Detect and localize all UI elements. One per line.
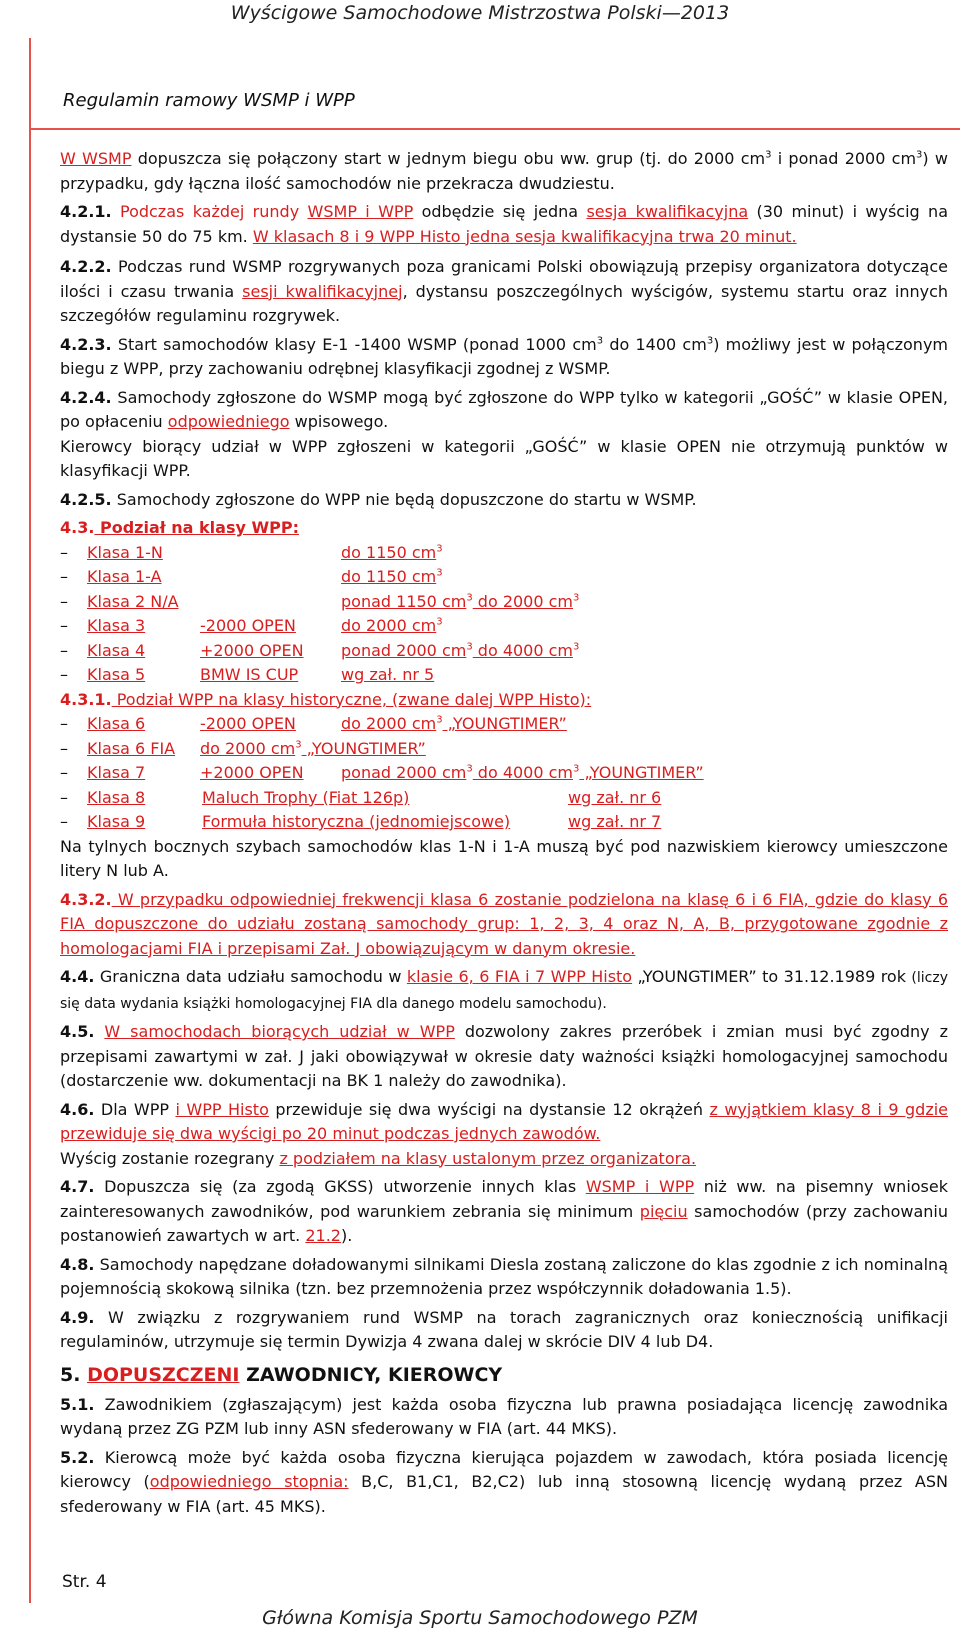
paragraph-4-4: 4.4. Graniczna data udziału samochodu w klasie 6, 6 FIA i 7 WPP Histo „YOUNGTIMER” to 31.12.1989 rok (liczy się data wydania książki homologacyjnej FIA dla danego modelu samochodu). [60,967,948,1012]
class-row: – Klasa 7 +2000 OPEN ponad 2000 $cm^3$ do 4000 $cm^3$ „YOUNGTIMER” [60,763,704,782]
section-4-3-heading: 4.3. Podział na klasy WPP: [60,518,299,537]
paragraph-4-8: 4.8. Samochody napędzane doładowanymi silnikami Diesla zostaną zaliczone do klas zgodnie z ich nominalną pojemnością skokową silnika (tzn. bez przemnożenia przez współczynnik doładowania 1.5). [60,1254,948,1298]
paragraph-4-7: 4.7. Dopuszcza się (za zgodą GKSS) utworzenie innych klas WSMP i WPP niż ww. na pisemny wniosek zainteresowanych zawodników, pod warunkiem zebrania się minimum pięciu samochodów (przy zachowaniu postanowień zawartych w art. 21.2). [60,1177,949,1245]
paragraph-4-9: 4.9. W związku z rozgrywaniem rund WSMP na torach zagranicznych oraz koniecznością unifikacji regulaminów, utrzymuje się termin Dywizja 4 zwana dalej w skrócie DIV 4 lub D4. [60,1307,948,1351]
paragraph-4-6: 4.6. Dla WPP i WPP Histo przewiduje się dwa wyścigi na dystansie 12 okrążeń z wyjątkiem klasy 8 i 9 gdzie przewiduje się dwa wyścigi po 20 minut podczas jednych zawodów. Wyścig zostanie rozegrany z podziałem na klasy ustalonym przez organizatora. [60,1099,949,1168]
margin-rule [29,38,31,1603]
histo-class-list [60,712,948,835]
class-row: – Klasa 2 N/A ponad 1150 $cm^3$ do 2000 $cm^3$ [60,591,580,611]
class-row: – Klasa 9 Formuła historyczna (jednomiejscowe) wg zał. nr 7 [60,812,662,831]
section-number: 4.2.1. [60,202,112,221]
paragraph-4-2-5: 4.2.5. Samochody zgłoszone do WPP nie będą dopuszczone do startu w WSMP. [60,489,697,509]
link-histo-session[interactable]: W klasach 8 i 9 WPP Histo jedna sesja kwalifikacyjna trwa 20 minut. [252,226,797,246]
class-row: – Klasa 4 +2000 OPEN ponad 2000 $cm^3$ do 4000 $cm^3$ [60,640,580,660]
class-row: – Klasa 8 Maluch Trophy (Fiat 126p) wg zał. nr 6 [60,787,662,807]
paragraph-4-2-2: 4.2.2. Podczas rund WSMP rozgrywanych poza granicami Polski obowiązują przepisy organizatora dotyczące ilości i czasu trwania sesji kwalifikacyjnej, dystansu poszczególnych wyścigów, systemu startu oraz innych szczegółów regulaminu rozgrywek. [60,257,949,325]
paragraph-4-2-3: 4.2.3. Start samochodów klasy E-1 -1400 WSMP (ponad 1000 $cm^3$ do 1400 $cm^3$) możliwy jest w połączonym biegu z WPP, przy zachowaniu odrębnej klasyfikacji zgodnej z WSMP. [60,334,949,378]
section-4-3-1-heading: 4.3.1. Podział WPP na klasy historyczne, (zwane dalej WPP Histo): [60,689,592,709]
link-sesji-kwalifikacyjnej[interactable]: sesji kwalifikacyjnej [242,281,403,301]
paragraph-combined-start: W WSMP dopuszcza się połączony start w jednym biegu obu ww. grup (tj. do 2000 $cm^3$ i ponad 2000 $cm^3$) w przypadku, gdy łączna ilość samochodów nie przekracza dwudziestu. [60,149,948,193]
class-list [60,541,948,688]
document-header: Wyścigowe Samochodowe Mistrzostwa Polski—2013 [230,2,730,24]
class-row: – Klasa 1-N do 1150 $cm^3$ [60,542,443,562]
document-footer: Główna Komisja Sportu Samochodowego PZM [262,1607,698,1629]
header-rule [31,128,960,130]
paragraph-5-2: 5.2. Kierowcą może być każda osoba fizyczna kierująca pojazdem w zawodach, która posiada licencję kierowcy (odpowiedniego stopnia: B,C, B1,C1, B2,C2) lub inną stosowną licencję wydaną przez ASN sfederowany w FIA (art. 45 MKS). [60,1447,949,1516]
paragraph-4-3-2: 4.3.2. W przypadku odpowiedniej frekwencji klasa 6 zostanie podzielona na klasę 6 i 6 FIA, gdzie do klasy 6 FIA dopuszczone do udziału zostaną samochody grup: 1, 2, 3, 4 oraz N, A, B, przygotowane zgodnie z homologacjami FIA i przepisami Zał. J obowiązującym w danym okresie. [60,889,948,958]
paragraph-4-2-4: 4.2.4. Samochody zgłoszone do WSMP mogą być zgłoszone do WPP tylko w kategorii „GOŚĆ” w klasie OPEN, po opłaceniu odpowiedniego wpisowego. Kierowcy biorący udział w WPP zgłoszeni w kategorii „GOŚĆ” w klasie OPEN nie otrzymują punktów w klasyfikacji WPP. [60,387,948,480]
section-5-heading: 5. DOPUSZCZENI ZAWODNICY, KIEROWCY [60,1363,503,1386]
page-number: Str. 4 [62,1572,107,1592]
paragraph-4-2-1: 4.2.1. Podczas każdej rundy WSMP i WPP odbędzie się jedna sesja kwalifikacyjna (30 minut) i wyścig na dystansie 50 do 75 km. W klasach 8 i 9 WPP Histo jedna sesja kwalifikacyjna trwa 20 minut. [60,202,949,246]
class-row: – Klasa 3 -2000 OPEN do 2000 $cm^3$ [60,616,443,635]
class-row: – Klasa 1-A do 1150 $cm^3$ [60,567,443,586]
link-odpowiedniego[interactable]: odpowiedniego [167,412,290,431]
document-body [60,147,948,1519]
paragraph-4-5: 4.5. W samochodach biorących udział w WPP dozwolony zakres przeróbek i zmian musi być zgodny z przepisami zawartymi w zał. J jaki obowiązywał w okresie daty ważności książki homologacyjnej samochodu (dostarczenie ww. dokumentacji na BK 1 należy do zawodnika). [60,1022,948,1090]
paragraph-5-1: 5.1. Zawodnikiem (zgłaszającym) jest każda osoba fizyczna lub prawna posiadająca licencję zawodnika wydaną przez ZG PZM lub inny ASN sfederowany w FIA (art. 44 MKS). [60,1394,948,1438]
class-row: – Klasa 6 FIA do 2000 $cm^3$ „YOUNGTIMER” [60,738,426,758]
link-sesja-kwalifikacyjna[interactable]: sesja kwalifikacyjna [586,202,749,221]
link-wsmp-wpp[interactable]: WSMP i WPP [307,202,414,221]
link-wsmp[interactable]: W WSMP [60,149,132,168]
class-row: – Klasa 5 BMW IS CUP wg zał. nr 5 [60,665,435,684]
class-row: – Klasa 6 -2000 OPEN do 2000 $cm^3$ „YOUNGTIMER” [60,714,567,733]
running-head: Regulamin ramowy WSMP i WPP [63,90,355,111]
paragraph-rear-windows: Na tylnych bocznych szybach samochodów klas 1-N i 1-A muszą być pod nazwiskiem kierowcy umieszczone litery N lub A. [60,836,948,880]
